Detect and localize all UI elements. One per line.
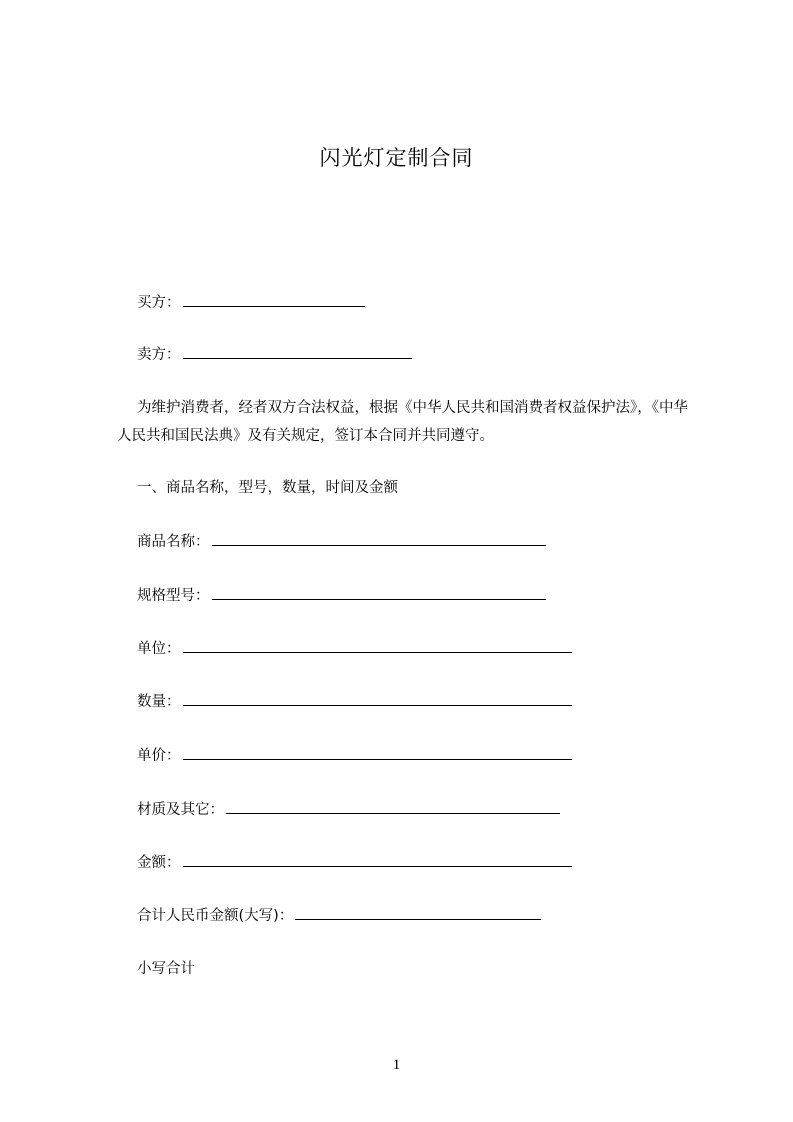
buyer-label: 买方： xyxy=(137,295,181,311)
unit-price-label: 单价： xyxy=(137,748,181,764)
quantity-blank[interactable] xyxy=(183,691,572,706)
total-uppercase-label: 合计人民币金额(大写)： xyxy=(137,908,294,924)
unit-blank[interactable] xyxy=(183,638,572,653)
total-lowercase-label: 小写合计 xyxy=(137,961,195,977)
model-blank[interactable] xyxy=(212,585,546,600)
quantity-line xyxy=(137,691,572,712)
page-number: 1 xyxy=(392,1057,401,1073)
buyer-line xyxy=(137,292,365,313)
model-label: 规格型号： xyxy=(137,588,210,604)
product-name-label: 商品名称： xyxy=(137,534,210,550)
amount-blank[interactable] xyxy=(183,852,572,867)
total-uppercase-blank[interactable] xyxy=(295,905,541,920)
unit-price-line xyxy=(137,745,572,766)
amount-label: 金额： xyxy=(137,855,181,871)
seller-blank[interactable] xyxy=(183,344,412,359)
product-name-blank[interactable] xyxy=(212,531,546,546)
buyer-blank[interactable] xyxy=(183,292,365,307)
total-uppercase-line xyxy=(137,905,541,926)
amount-line xyxy=(137,852,572,873)
seller-label: 卖方： xyxy=(137,347,181,363)
material-line xyxy=(137,799,560,820)
document-title: 闪光灯定制合同 xyxy=(319,146,474,170)
seller-line xyxy=(137,344,412,365)
preamble-paragraph: 为维护消费者，经者双方合法权益，根据《中华人民共和国消费者权益保护法》，《中华人民共和国民法典》及有关规定，签订本合同并共同遵守。 xyxy=(117,400,688,444)
section-1-heading: 一、商品名称，型号，数量，时间及金额 xyxy=(137,480,398,496)
product-name-line xyxy=(137,531,546,552)
unit-line xyxy=(137,638,572,659)
unit-label: 单位： xyxy=(137,641,181,657)
quantity-label: 数量： xyxy=(137,694,181,710)
model-line xyxy=(137,585,546,606)
material-label: 材质及其它： xyxy=(137,802,224,818)
unit-price-blank[interactable] xyxy=(183,745,572,760)
material-blank[interactable] xyxy=(226,799,560,814)
